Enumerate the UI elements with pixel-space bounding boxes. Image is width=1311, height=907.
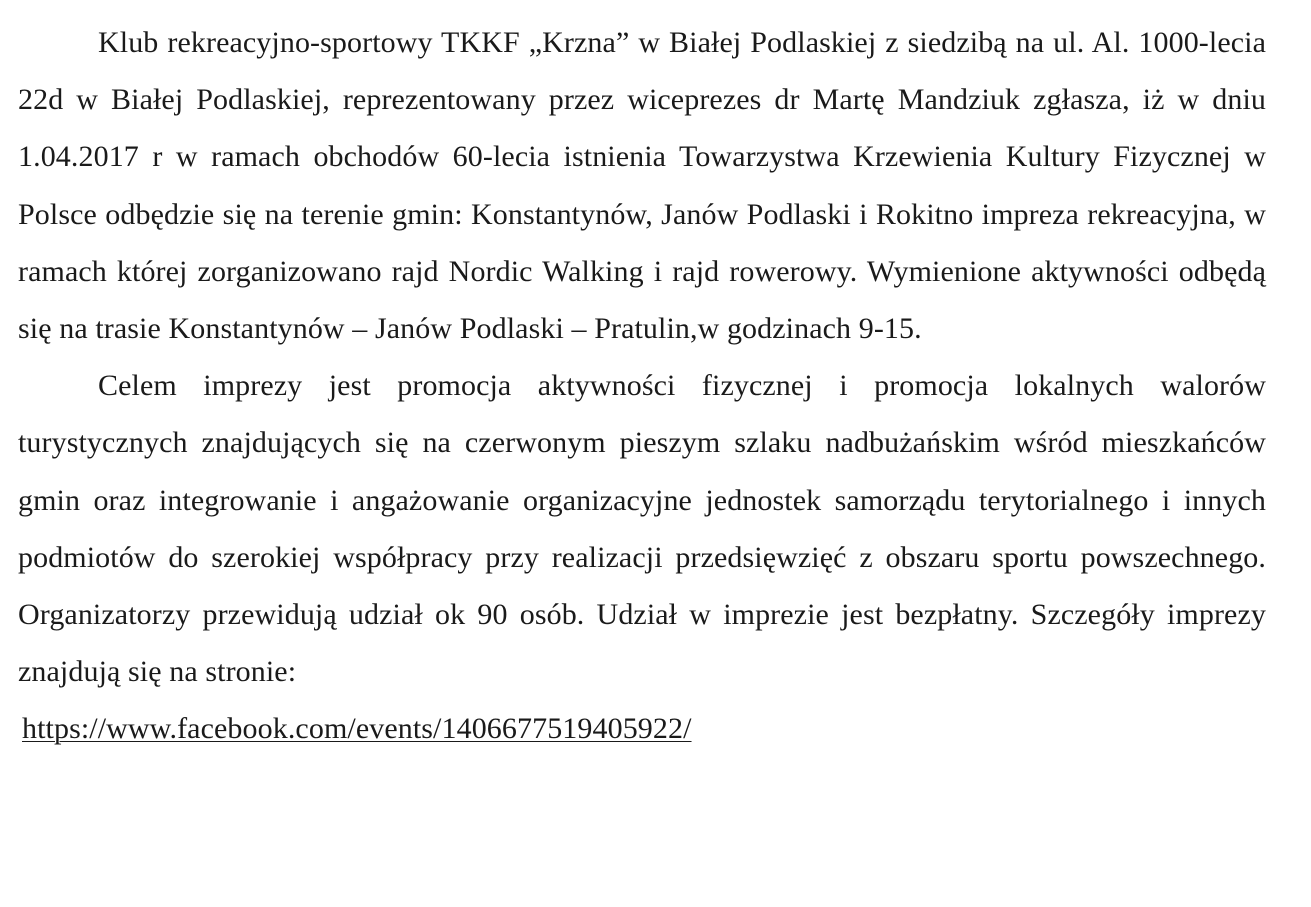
event-facebook-link[interactable]: https://www.facebook.com/events/1406677519405922/ <box>22 712 692 746</box>
paragraph-event-purpose: Celem imprezy jest promocja aktywności fizycznej i promocja lokalnych walorów turystycznych znajdujących się na czerwonym pieszym szlaku nadbużańskim wśród mieszkańców gmin oraz integrowanie i angażowanie organizacyjne jednostek samorządu terytorialnego i innych podmiotów do szerokiej współpracy przy realizacji przedsięwzięć z obszaru sportu powszechnego. Organizatorzy przewidują udział ok 90 osób. Udział w imprezie jest bezpłatny. Szczegóły imprezy znajdują się na stronie: <box>18 369 1266 689</box>
document-body <box>18 14 1266 758</box>
event-link-line <box>18 700 1266 757</box>
paragraph-event-announcement: Klub rekreacyjno-sportowy TKKF „Krzna” w Białej Podlaskiej z siedzibą na ul. Al. 1000-lecia 22d w Białej Podlaskiej, reprezentowany przez wiceprezes dr Martę Mandziuk zgłasza, iż w dniu 1.04.2017 r w ramach obchodów 60-lecia istnienia Towarzystwa Krzewienia Kultury Fizycznej w Polsce odbędzie się na terenie gmin: Konstantynów, Janów Podlaski i Rokitno impreza rekreacyjna, w ramach której zorganizowano rajd Nordic Walking i rajd rowerowy. Wymienione aktywności odbędą się na trasie Konstantynów – Janów Podlaski – Pratulin,w godzinach 9-15. <box>18 26 1266 346</box>
